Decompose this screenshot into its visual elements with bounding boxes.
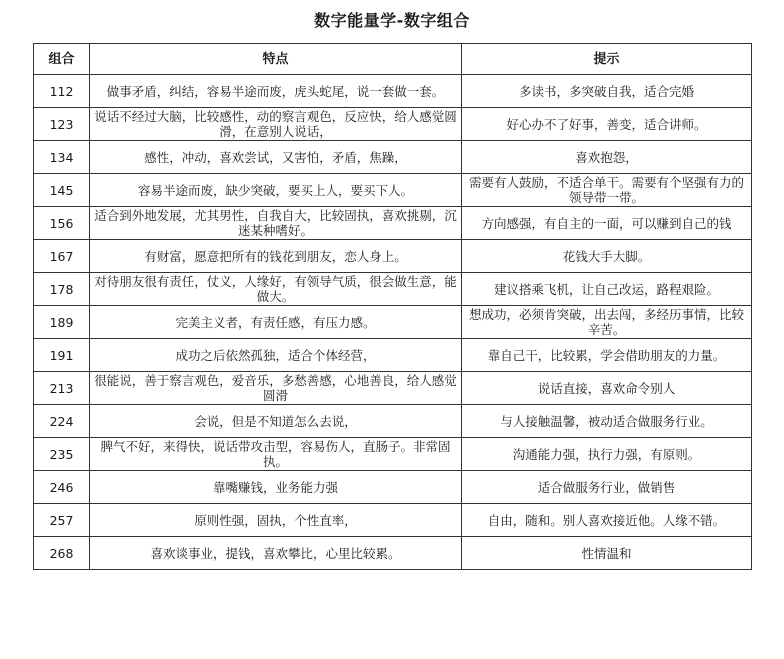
cell-hints: 多读书，多突破自我，适合完婚 (462, 75, 752, 108)
cell-code: 156 (34, 207, 90, 240)
cell-features: 感性，冲动，喜欢尝试，又害怕，矛盾，焦躁， (90, 141, 462, 174)
cell-hints: 想成功，必须肯突破，出去闯，多经历事情，比较辛苦。 (462, 306, 752, 339)
cell-features: 脾气不好，来得快，说话带攻击型，容易伤人，直肠子。非常固执。 (90, 438, 462, 471)
table-row (34, 273, 752, 306)
table-row (34, 174, 752, 207)
cell-features: 容易半途而废，缺少突破，要买上人，要买下人。 (90, 174, 462, 207)
cell-features: 有财富，愿意把所有的钱花到朋友，恋人身上。 (90, 240, 462, 273)
header-code: 组合 (34, 44, 90, 75)
cell-features: 适合到外地发展，尤其男性，自我自大，比较固执，喜欢挑剔，沉迷某种嗜好。 (90, 207, 462, 240)
cell-hints: 花钱大手大脚。 (462, 240, 752, 273)
cell-code: 167 (34, 240, 90, 273)
table-row (34, 471, 752, 504)
table-row (34, 306, 752, 339)
table-row (34, 372, 752, 405)
cell-features: 做事矛盾，纠结，容易半途而废，虎头蛇尾，说一套做一套。 (90, 75, 462, 108)
table-header-row (34, 44, 752, 75)
table-row (34, 240, 752, 273)
cell-features: 很能说，善于察言观色，爱音乐，多愁善感，心地善良，给人感觉圆滑 (90, 372, 462, 405)
cell-features: 完美主义者，有责任感，有压力感。 (90, 306, 462, 339)
cell-features: 对待朋友很有责任，仗义，人缘好，有领导气质，很会做生意，能做大。 (90, 273, 462, 306)
cell-code: 191 (34, 339, 90, 372)
cell-code: 189 (34, 306, 90, 339)
table-row (34, 438, 752, 471)
cell-hints: 方向感强，有自主的一面，可以赚到自己的钱 (462, 207, 752, 240)
cell-hints: 需要有人鼓励，不适合单干。需要有个坚强有力的领导带一带。 (462, 174, 752, 207)
cell-hints: 与人接触温馨，被动适合做服务行业。 (462, 405, 752, 438)
cell-features: 靠嘴赚钱，业务能力强 (90, 471, 462, 504)
cell-code: 145 (34, 174, 90, 207)
cell-features: 喜欢谈事业，提钱，喜欢攀比，心里比较累。 (90, 537, 462, 570)
cell-hints: 好心办不了好事，善变，适合讲师。 (462, 108, 752, 141)
table-row (34, 108, 752, 141)
cell-features: 说话不经过大脑，比较感性，动的察言观色，反应快，给人感觉圆滑，在意别人说话， (90, 108, 462, 141)
table-row (34, 504, 752, 537)
cell-hints: 性情温和 (462, 537, 752, 570)
cell-code: 257 (34, 504, 90, 537)
page-title: 数字能量学-数字组合 (314, 11, 470, 30)
cell-code: 246 (34, 471, 90, 504)
header-hints: 提示 (462, 44, 752, 75)
table-row (34, 537, 752, 570)
cell-hints: 建议搭乘飞机，让自己改运，路程艰险。 (462, 273, 752, 306)
cell-code: 134 (34, 141, 90, 174)
cell-hints: 自由，随和。别人喜欢接近他。人缘不错。 (462, 504, 752, 537)
table-row (34, 207, 752, 240)
cell-hints: 适合做服务行业，做销售 (462, 471, 752, 504)
cell-features: 原则性强，固执，个性直率， (90, 504, 462, 537)
cell-code: 123 (34, 108, 90, 141)
cell-hints: 靠自己干，比较累，学会借助朋友的力量。 (462, 339, 752, 372)
table-row (34, 75, 752, 108)
cell-features: 成功之后依然孤独，适合个体经营， (90, 339, 462, 372)
cell-hints: 沟通能力强，执行力强，有原则。 (462, 438, 752, 471)
cell-code: 268 (34, 537, 90, 570)
combination-table (33, 43, 752, 570)
cell-hints: 说话直接，喜欢命令别人 (462, 372, 752, 405)
table-row (34, 141, 752, 174)
cell-code: 178 (34, 273, 90, 306)
table-row (34, 405, 752, 438)
cell-code: 235 (34, 438, 90, 471)
cell-features: 会说，但是不知道怎么去说， (90, 405, 462, 438)
cell-hints: 喜欢抱怨， (462, 141, 752, 174)
cell-code: 224 (34, 405, 90, 438)
table-row (34, 339, 752, 372)
cell-code: 213 (34, 372, 90, 405)
cell-code: 112 (34, 75, 90, 108)
header-features: 特点 (90, 44, 462, 75)
